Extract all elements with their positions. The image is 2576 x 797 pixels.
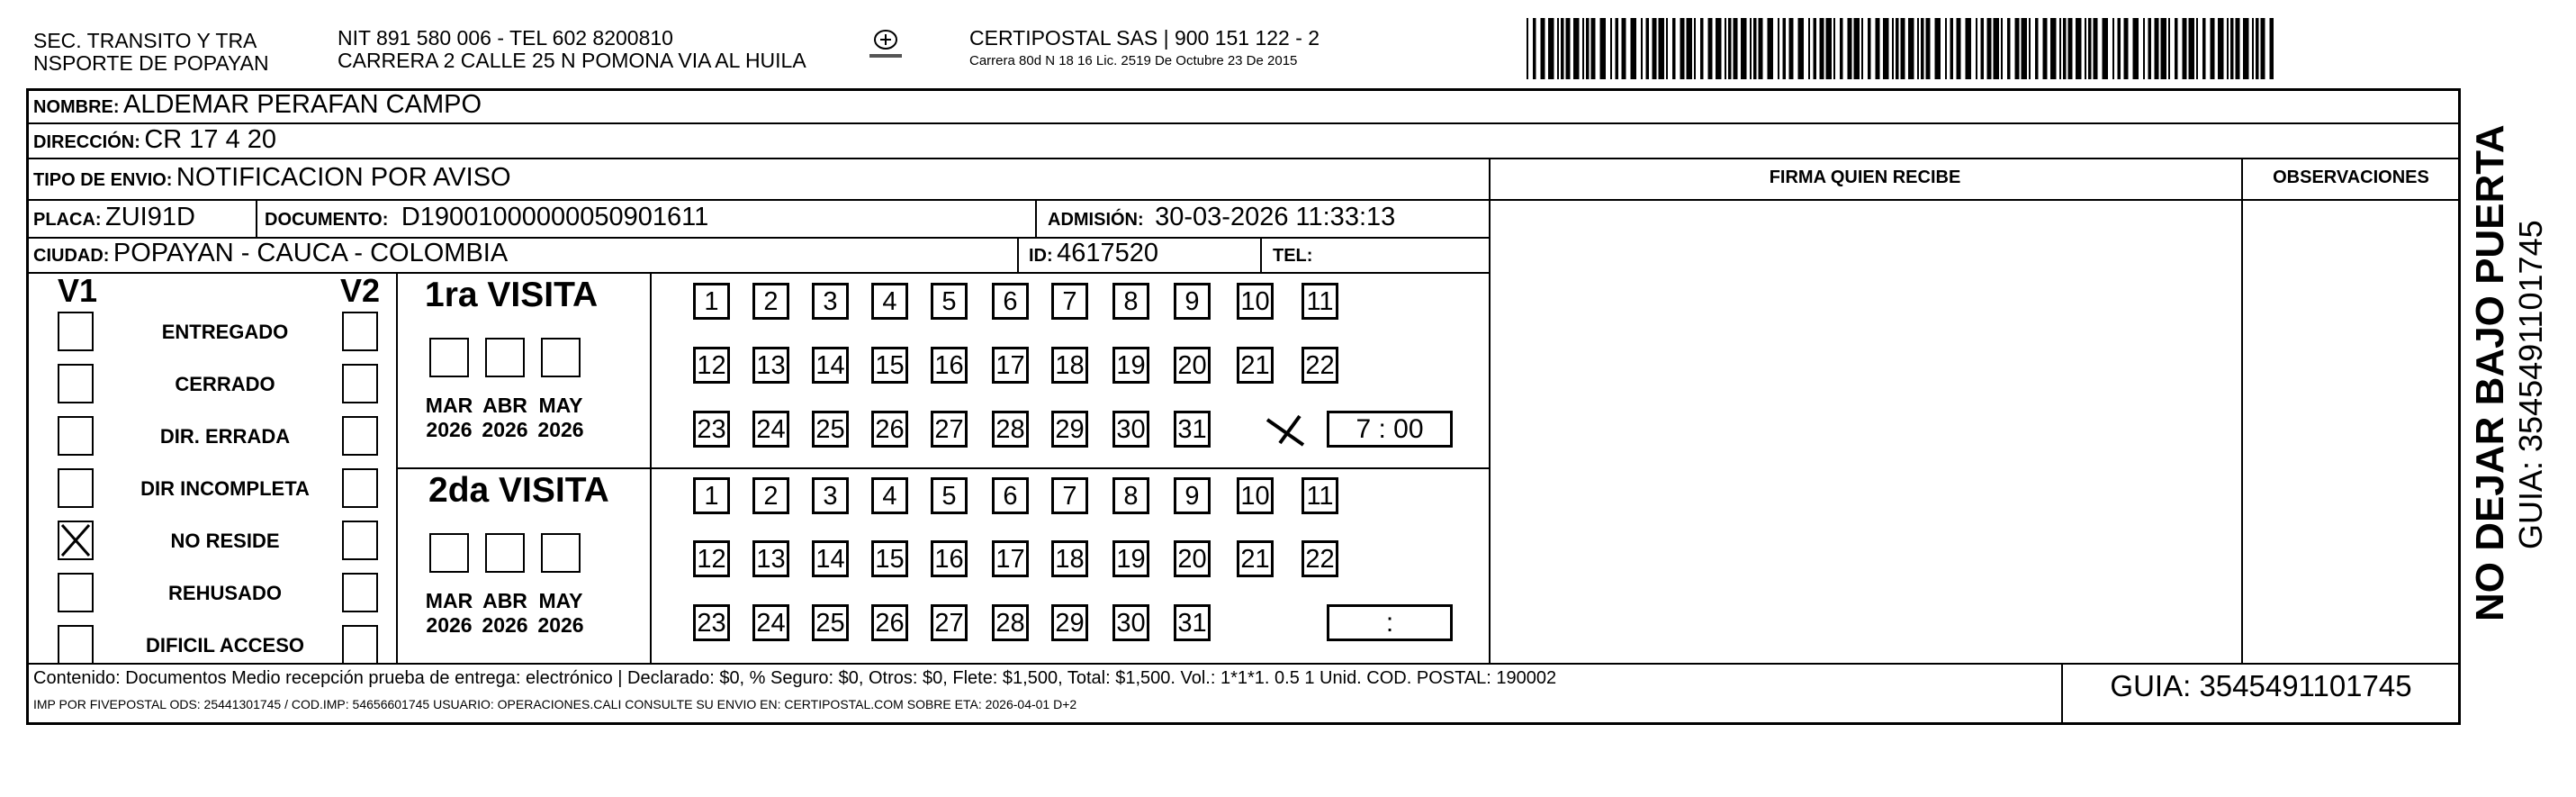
v1-checkbox-1[interactable] <box>58 364 94 403</box>
month-name: MAY <box>538 394 583 417</box>
footer-imp-line: IMP POR FIVEPOSTAL ODS: 25441301745 / COD.IMP: 54656601745 USUARIO: OPERACIONES.CALI CONSULTE SU ENVIO EN: CERTIPOSTAL.COM SOBRE ETA: 2026-04-01 D+2 <box>33 697 1077 711</box>
barcode-bar <box>1687 18 1693 79</box>
visit2-day-box[interactable]: 20 <box>1174 540 1211 577</box>
visit2-day-box[interactable]: 1 <box>693 477 730 514</box>
barcode-bar <box>1921 18 1924 79</box>
visit2-day-box[interactable]: 21 <box>1237 540 1274 577</box>
firma-header: FIRMA QUIEN RECIBE <box>1769 168 1961 187</box>
nombre-value: ALDEMAR PERAFAN CAMPO <box>123 90 482 119</box>
barcode-bar <box>1926 18 1931 79</box>
visit1-day-box[interactable]: 15 <box>871 347 908 384</box>
v2-checkbox-2[interactable] <box>342 416 378 456</box>
visit2-day-box[interactable]: 22 <box>1302 540 1338 577</box>
barcode-bar <box>2112 18 2114 79</box>
visit2-day-box[interactable]: 26 <box>871 604 908 641</box>
barcode-bar <box>1600 18 1607 79</box>
barcode-bar <box>1672 18 1676 79</box>
barcode-bar <box>2161 18 2167 79</box>
visit1-day-box[interactable]: 12 <box>693 347 730 384</box>
visit1-month-label <box>534 394 588 442</box>
barcode-bar <box>2256 18 2259 79</box>
barcode-bar <box>1994 18 2000 79</box>
v1-checkbox-5[interactable] <box>58 573 94 612</box>
barcode-bar <box>1631 18 1637 79</box>
visit1-day-box[interactable]: 4 <box>871 283 908 320</box>
barcode-bar <box>1741 18 1747 79</box>
barcode-bar <box>1734 18 1738 79</box>
barcode-bar <box>1814 18 1817 79</box>
barcode-bar <box>1987 18 1992 79</box>
visit1-day-box[interactable]: 25 <box>812 411 849 448</box>
barcode-bar <box>1753 18 1757 79</box>
barcode-bar <box>2243 18 2249 79</box>
v1-checkbox-6[interactable] <box>58 625 94 665</box>
visit2-day-box[interactable]: 18 <box>1051 540 1088 577</box>
visit1-day-box[interactable]: 24 <box>752 411 789 448</box>
barcode-bar <box>1694 18 1696 79</box>
direccion-value: CR 17 4 20 <box>144 125 277 154</box>
visit1-month-checkbox[interactable] <box>429 338 469 377</box>
second-visit-title: 2da VISITA <box>428 471 609 510</box>
barcode-bar <box>2133 18 2139 79</box>
v1-checkbox-4[interactable] <box>58 521 94 560</box>
visit2-day-box[interactable]: 11 <box>1302 477 1338 514</box>
barcode-bar <box>2088 18 2092 79</box>
barcode-bar <box>2155 18 2159 79</box>
visit1-day-box[interactable]: 20 <box>1174 347 1211 384</box>
barcode-bar <box>1876 18 1880 79</box>
barcode-bar <box>1548 18 1554 79</box>
visit1-day-box[interactable]: 1 <box>693 283 730 320</box>
barcode-bar <box>1573 18 1580 79</box>
visit2-day-box[interactable]: 28 <box>992 604 1029 641</box>
barcode-bar <box>1586 18 1590 79</box>
v2-checkbox-5[interactable] <box>342 573 378 612</box>
visit1-day-box[interactable]: 19 <box>1112 347 1149 384</box>
barcode-bar <box>1622 18 1626 79</box>
barcode-bar <box>2270 18 2274 79</box>
barcode-bar <box>1716 18 1722 79</box>
visit1-day-box[interactable]: 7 <box>1051 283 1088 320</box>
month-name: MAR <box>425 589 473 612</box>
barcode-bar <box>2211 18 2215 79</box>
visit1-day-box[interactable]: 31 <box>1174 411 1211 448</box>
visit2-day-box[interactable]: 23 <box>693 604 730 641</box>
observaciones-header: OBSERVACIONES <box>2273 168 2429 187</box>
visit2-day-box[interactable]: 29 <box>1051 604 1088 641</box>
carrier-name: CERTIPOSTAL SAS | 900 151 122 - 2 <box>969 26 1320 50</box>
visit2-day-box[interactable]: 27 <box>931 604 968 641</box>
barcode-bar <box>1883 18 1889 79</box>
visit2-day-box[interactable]: 12 <box>693 540 730 577</box>
barcode-bar <box>2103 18 2109 79</box>
barcode-bar <box>2022 18 2028 79</box>
signature-area[interactable] <box>1490 200 2240 662</box>
visit2-month-checkbox[interactable] <box>429 533 469 573</box>
barcode-bar <box>1808 18 1810 79</box>
barcode-bar <box>1783 18 1787 79</box>
barcode-bar <box>2029 18 2031 79</box>
visit1-day-box[interactable]: 11 <box>1302 283 1338 320</box>
placa-field <box>33 202 195 237</box>
barcode-bar <box>1641 18 1643 79</box>
barcode-bar <box>1582 18 1584 79</box>
v2-checkbox-4[interactable] <box>342 521 378 560</box>
visit2-day-box[interactable]: 5 <box>931 477 968 514</box>
barcode-bar <box>1616 18 1619 79</box>
barcode-bar <box>2143 18 2145 79</box>
admision-label: ADMISIÓN: <box>1048 210 1144 230</box>
placa-label: PLACA: <box>33 210 102 230</box>
barcode-bar <box>2050 18 2057 79</box>
id-value: 4617520 <box>1057 239 1159 267</box>
barcode-bar <box>1840 18 1843 79</box>
visit2-month-label <box>422 589 476 638</box>
visit1-day-box[interactable]: 5 <box>931 283 968 320</box>
visit2-day-box[interactable]: 24 <box>752 604 789 641</box>
visit2-day-box[interactable]: 7 <box>1051 477 1088 514</box>
visit1-day-box[interactable]: 18 <box>1051 347 1088 384</box>
barcode-bar <box>1892 18 1894 79</box>
ciudad-value: POPAYAN - CAUCA - COLOMBIA <box>113 239 509 267</box>
sender-line-2: NSPORTE DE POPAYAN <box>33 51 269 75</box>
month-name: ABR <box>482 394 527 417</box>
barcode-bar <box>1789 18 1794 79</box>
barcode-bar <box>2059 18 2061 79</box>
visit1-day-box[interactable]: 29 <box>1051 411 1088 448</box>
visit2-day-box[interactable]: 4 <box>871 477 908 514</box>
tipo-envio-label: TIPO DE ENVIO: <box>33 170 173 190</box>
visit1-day-box[interactable]: 23 <box>693 411 730 448</box>
nit-line: NIT 891 580 006 - TEL 602 8200810 <box>338 26 673 50</box>
visit2-day-box[interactable]: 14 <box>812 540 849 577</box>
v2-checkbox-0[interactable] <box>342 312 378 351</box>
visit2-day-box[interactable]: 16 <box>931 540 968 577</box>
barcode-bar <box>2148 18 2152 79</box>
barcode-bar <box>2015 18 2020 79</box>
id-field <box>1029 238 1158 273</box>
tipo-envio-value: NOTIFICACION POR AVISO <box>176 163 511 192</box>
visit2-day-box[interactable]: 15 <box>871 540 908 577</box>
barcode-bar <box>1728 18 1732 79</box>
day-31-check-mark <box>1260 407 1314 461</box>
barcode-bar <box>1653 18 1657 79</box>
month-year: 2026 <box>482 613 528 637</box>
documento-field <box>265 202 708 237</box>
status-label: DIR INCOMPLETA <box>140 477 310 500</box>
footer-content-line: Contenido: Documentos Medio recepción prueba de entrega: electrónico | Declarado: $0, % Seguro: $0, Otros: $0, Flete: $1,500, Total: $1,500. Vol.: 1*1*1. 0.5 1 Unid. COD. POSTAL: 190002 <box>33 668 1557 688</box>
barcode-bar <box>2175 18 2178 79</box>
barcode-bar <box>2196 18 2198 79</box>
nombre-field <box>33 89 482 124</box>
barcode-bar <box>2252 18 2254 79</box>
visit1-month-checkbox[interactable] <box>541 338 581 377</box>
barcode <box>1527 18 2274 79</box>
barcode-bar <box>2202 18 2206 79</box>
visit2-month-checkbox[interactable] <box>485 533 525 573</box>
visit1-month-label <box>478 394 532 442</box>
status-label: NO RESIDE <box>170 530 280 552</box>
tipo-envio-field <box>33 162 511 197</box>
documento-value: D19001000000050901611 <box>401 203 709 231</box>
visit1-day-box[interactable]: 6 <box>992 283 1029 320</box>
side-warning: NO DEJAR BAJO PUERTA <box>2468 124 2512 621</box>
v1-checkbox-0[interactable] <box>58 312 94 351</box>
barcode-bar <box>2168 18 2170 79</box>
admision-value: 30-03-2026 11:33:13 <box>1155 203 1396 231</box>
visit1-time-box[interactable]: 7 : 00 <box>1327 411 1453 448</box>
ciudad-field <box>33 238 508 273</box>
visit2-day-box[interactable]: 2 <box>752 477 789 514</box>
side-guia: GUIA: 3545491101745 <box>2512 220 2549 549</box>
visit2-day-box[interactable]: 9 <box>1174 477 1211 514</box>
nombre-label: NOMBRE: <box>33 97 120 117</box>
v1-checkbox-3[interactable] <box>58 468 94 508</box>
barcode-bar <box>1981 18 1985 79</box>
visit2-day-box[interactable]: 3 <box>812 477 849 514</box>
barcode-bar <box>1820 18 1824 79</box>
visit1-day-box[interactable]: 10 <box>1237 283 1274 320</box>
month-name: MAR <box>425 394 473 417</box>
month-name: MAY <box>538 589 583 612</box>
sender-address <box>338 27 806 72</box>
v2-checkbox-6[interactable] <box>342 625 378 665</box>
barcode-bar <box>1666 18 1668 79</box>
barcode-bar <box>1708 18 1713 79</box>
visit1-day-box[interactable]: 17 <box>992 347 1029 384</box>
barcode-bar <box>1659 18 1665 79</box>
visit2-month-checkbox[interactable] <box>541 533 581 573</box>
visit2-day-box[interactable]: 31 <box>1174 604 1211 641</box>
direccion-label: DIRECCIÓN: <box>33 132 140 152</box>
visit2-month-label <box>478 589 532 638</box>
barcode-bar <box>1945 18 1947 79</box>
documento-label: DOCUMENTO: <box>265 210 389 230</box>
barcode-bar <box>2063 18 2067 79</box>
month-year: 2026 <box>426 613 473 637</box>
footer-guia: GUIA: 3545491101745 <box>2110 669 2412 702</box>
visit1-month-checkbox[interactable] <box>485 338 525 377</box>
month-year: 2026 <box>537 613 584 637</box>
barcode-bar <box>1854 18 1860 79</box>
barcode-bar <box>2261 18 2265 79</box>
visit1-day-box[interactable]: 26 <box>871 411 908 448</box>
barcode-bar <box>1700 18 1704 79</box>
visit1-day-box[interactable]: 3 <box>812 283 849 320</box>
visit1-day-box[interactable]: 16 <box>931 347 968 384</box>
status-label: CERRADO <box>175 373 275 395</box>
barcode-bar <box>2183 18 2187 79</box>
barcode-bar <box>1935 18 1941 79</box>
visit2-month-label <box>534 589 588 638</box>
v1-header: V1 <box>58 272 98 309</box>
v2-header: V2 <box>340 272 381 309</box>
barcode-bar <box>1680 18 1685 79</box>
tel-label: TEL: <box>1273 246 1313 266</box>
month-name: ABR <box>482 589 527 612</box>
v1-checkbox-2[interactable] <box>58 416 94 456</box>
barcode-bar <box>1759 18 1763 79</box>
visit1-day-box[interactable]: 2 <box>752 283 789 320</box>
visit1-day-box[interactable]: 22 <box>1302 347 1338 384</box>
v2-checkbox-3[interactable] <box>342 468 378 508</box>
visit1-day-box[interactable]: 13 <box>752 347 789 384</box>
barcode-bar <box>1646 18 1650 79</box>
barcode-bar <box>2189 18 2195 79</box>
first-visit-title: 1ra VISITA <box>425 276 599 314</box>
visit1-day-box[interactable]: 9 <box>1174 283 1211 320</box>
barcode-bar <box>1750 18 1752 79</box>
status-label: ENTREGADO <box>161 321 289 343</box>
barcode-bar <box>1591 18 1596 79</box>
barcode-bar <box>1541 18 1545 79</box>
barcode-bar <box>1868 18 1871 79</box>
barcode-bar <box>1950 18 1954 79</box>
barcode-bar <box>2124 18 2129 79</box>
observaciones-area[interactable] <box>2242 200 2460 662</box>
barcode-bar <box>2035 18 2039 79</box>
barcode-bar <box>2230 18 2234 79</box>
visit1-day-box[interactable]: 21 <box>1237 347 1274 384</box>
month-year: 2026 <box>482 418 528 441</box>
barcode-bar <box>2218 18 2224 79</box>
barcode-bar <box>1725 18 1726 79</box>
status-label: DIR. ERRADA <box>159 425 291 448</box>
placa-value: ZUI91D <box>105 203 195 231</box>
barcode-bar <box>2068 18 2073 79</box>
visit1-day-box[interactable]: 14 <box>812 347 849 384</box>
barcode-bar <box>2227 18 2229 79</box>
barcode-bar <box>1861 18 1863 79</box>
barcode-bar <box>1826 18 1833 79</box>
status-label: REHUSADO <box>168 582 282 604</box>
visit1-month-label <box>422 394 476 442</box>
barcode-bar <box>2085 18 2086 79</box>
visit2-time-box[interactable]: : <box>1327 604 1453 641</box>
status-label: DIFICIL ACCESO <box>145 634 304 657</box>
barcode-bar <box>1778 18 1779 79</box>
carrier-address: Carrera 80d N 18 16 Lic. 2519 De Octubre 23 De 2015 <box>969 53 1298 68</box>
id-label: ID: <box>1029 246 1053 266</box>
barcode-bar <box>1533 18 1536 79</box>
barcode-bar <box>2118 18 2121 79</box>
barcode-bar <box>1833 18 1835 79</box>
address-line: CARRERA 2 CALLE 25 N POMONA VIA AL HUILA <box>338 49 806 72</box>
barcode-bar <box>2236 18 2240 79</box>
visit2-day-box[interactable]: 19 <box>1112 540 1149 577</box>
visit2-day-box[interactable]: 10 <box>1237 477 1274 514</box>
barcode-bar <box>1901 18 1905 79</box>
visit1-day-box[interactable]: 30 <box>1112 411 1149 448</box>
v2-checkbox-1[interactable] <box>342 364 378 403</box>
certipostal-logo-icon <box>866 27 905 63</box>
barcode-bar <box>1848 18 1852 79</box>
sender-line-1: SEC. TRANSITO Y TRA <box>33 29 257 52</box>
visit2-day-box[interactable]: 25 <box>812 604 849 641</box>
barcode-bar <box>1957 18 1961 79</box>
ciudad-label: CIUDAD: <box>33 246 110 266</box>
barcode-bar <box>1798 18 1805 79</box>
tel-field <box>1273 238 1312 273</box>
barcode-bar <box>2043 18 2048 79</box>
barcode-bar <box>1610 18 1612 79</box>
barcode-bar <box>1976 18 1977 79</box>
barcode-bar <box>1908 18 1914 79</box>
barcode-bar <box>1566 18 1571 79</box>
barcode-bar <box>2001 18 2003 79</box>
barcode-bar <box>1966 18 1972 79</box>
visit2-day-box[interactable]: 13 <box>752 540 789 577</box>
visit1-day-box[interactable]: 28 <box>992 411 1029 448</box>
barcode-bar <box>2007 18 2011 79</box>
barcode-bar <box>2094 18 2098 79</box>
visit2-day-box[interactable]: 17 <box>992 540 1029 577</box>
barcode-bar <box>1917 18 1919 79</box>
sender-name <box>33 30 269 75</box>
barcode-bar <box>1561 18 1564 79</box>
visit2-day-box[interactable]: 8 <box>1112 477 1149 514</box>
visit2-day-box[interactable]: 30 <box>1112 604 1149 641</box>
barcode-bar <box>2076 18 2082 79</box>
month-year: 2026 <box>426 418 473 441</box>
barcode-bar <box>1896 18 1899 79</box>
visit1-day-box[interactable]: 27 <box>931 411 968 448</box>
visit1-day-box[interactable]: 8 <box>1112 283 1149 320</box>
barcode-bar <box>1768 18 1774 79</box>
barcode-bar <box>1557 18 1559 79</box>
barcode-bar <box>1527 18 1528 79</box>
month-year: 2026 <box>537 418 584 441</box>
visit2-day-box[interactable]: 6 <box>992 477 1029 514</box>
carrier-info <box>969 27 1320 68</box>
direccion-field <box>33 124 276 159</box>
admision-field <box>1048 202 1395 237</box>
